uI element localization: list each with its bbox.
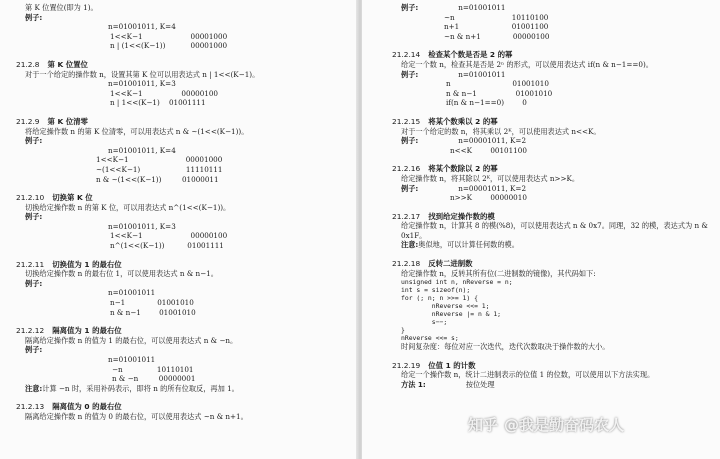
code-line: s−−; [401,318,448,327]
example-label [392,184,714,194]
section-heading [16,193,350,203]
example-label [392,3,714,13]
section-number: 21.2.9 [16,116,40,126]
example-label-text: 例子: [401,136,419,146]
example-row: if(n & n−1==0) 0 [446,98,527,108]
section-title: 隔离值为 0 的最右位 [52,402,122,412]
body-text: 对于一个给定的操作数 n，设置其第 K 位可以用表达式 n | 1<<(K−1)。 [25,69,260,79]
body-text: 给定操作数 n，反转其所有位(二进制数的镜像)，其代码如下: [401,268,596,278]
example-row: ~(1<<K−1) 11110111 [96,164,223,174]
example-row: n & n−1 01001010 [110,307,196,317]
section-heading [392,361,714,371]
section-title: 第 K 位置位 [47,59,88,69]
section-number: 21.2.14 [392,50,421,60]
code-line: for (; n; n >>= 1) { [401,294,478,303]
example-row: n=01001011, K=3 [108,79,176,89]
section-number: 21.2.13 [16,402,45,412]
example-row: −n 10110101 [112,364,194,374]
code-line: nReverse |= n & 1; [401,310,502,319]
section-title: 切换第 K 位 [52,193,93,203]
section-number: 21.2.19 [392,360,421,370]
example-row: n−1 01001010 [110,298,194,308]
section-heading [16,326,350,336]
watermark-text: @我是勤奋码农人 [504,415,625,434]
section-heading [16,402,350,412]
body-text: 给定一个操作数 n，统计二进制表示的位值 1 的位数，可以使用以下方法实现。 [401,370,655,380]
body-text: 时间复杂度：每位对应一次迭代，迭代次数取决于操作数的大小。 [401,342,610,352]
code-line: int s = sizeof(n); [401,286,471,295]
body-text: 切换给定操作数 n 的最右位 1，可以使用表达式 n & n−1。 [25,269,218,279]
section-title: 将某个数除以 2 的幂 [428,164,498,174]
body-text: 隔离给定操作数 n 的值为 0 的最右位，可以使用表达式 ~n & n+1。 [25,411,248,421]
section-heading [16,117,350,127]
section-title: 隔离值为 1 的最右位 [52,326,122,336]
example-expression: n=01001011 [458,69,506,79]
body-text: 将给定操作数 n 的第 K 位清零，可以用表达式 n & ~(1<<(K−1))。 [25,126,249,136]
example-row: n+1 01001100 [444,22,549,32]
section-heading [392,164,714,174]
example-label: 例子: [25,136,43,146]
code-line: unsigned int n, nReverse = n; [401,278,513,287]
example-label-text: 方法 1: [401,380,426,390]
body-text: 给定操作数 n，将其除以 2ᴷ，可以使用表达式 n>>K。 [401,173,580,183]
section-title: 将某个数乘以 2 的幂 [428,116,498,126]
example-expression: n=01001011 [458,3,506,12]
example-row: n 01001010 [446,79,549,89]
example-row: ~n 10110100 [444,12,549,22]
example-row: n^(1<<(K−1)) 01001111 [110,241,224,251]
section-title: 找到给定操作数的模 [428,211,495,221]
example-row: n=01001011, K=4 [108,145,176,155]
example-row: n=01001011 [108,355,156,364]
example-row: n & −n 00000001 [112,374,196,384]
example-row: n=01001011, K=3 [108,221,176,231]
code-line: nReverse <<= 1; [401,302,490,311]
section-heading [392,212,714,222]
example-row: n & n−1 01001010 [446,88,553,98]
note-label: 注意: [401,240,419,250]
body-text: 隔离给定操作数 n 的值为 1 的最右位，可以使用表达式 n & −n。 [25,335,238,345]
watermark [468,413,718,435]
example-expression: n=00001011, K=2 [458,183,527,193]
section-heading [392,50,714,60]
section-number: 21.2.17 [392,211,421,221]
example-expression: 按位处理 [465,380,495,390]
section-number: 21.2.15 [392,116,421,126]
section-heading [16,60,350,70]
example-expression: n=00001011, K=2 [458,136,527,146]
section-heading [392,259,714,269]
zhihu-logo: 知乎 [468,415,499,434]
note [16,384,350,394]
example-label: 例子: [25,12,43,22]
example-row: ~n & n+1 00000100 [444,31,550,41]
code-line: } [401,326,405,335]
section-title: 切换值为 1 的最右位 [52,259,122,269]
body-text: 对于一个给定的数 n，将其乘以 2ᴷ，可以使用表达式 n<<K。 [401,126,601,136]
example-row: 1<<K−1 00001000 [96,155,223,165]
section-title: 位值 1 的计数 [428,360,476,370]
example-label-text: 例子: [401,69,419,79]
example-row: n=01001011 [108,288,156,298]
section-title: 反转二进制数 [428,259,473,269]
note-text: 奥似地，可以计算任何数的模。 [418,240,519,250]
right-column [362,0,720,390]
example-row: 1<<K−1 00001000 [110,31,228,41]
example-row: n>>K 00000010 [450,193,527,203]
example-row: n=01001011, K=4 [108,22,176,32]
example-label-text: 例子: [401,3,419,12]
body-text: 给定一个数 n，检查其是否是 2ⁿ 的形式，可以使用表达式 if(n & n−1==0)。 [401,59,653,69]
left-column [0,0,358,422]
example-row: n | (1<<(K−1)) 00001000 [110,41,228,51]
section-heading [392,117,714,127]
left-page [0,0,358,459]
section-number: 21.2.10 [16,193,45,203]
section-title: 检查某个数是否是 2 的幂 [428,50,513,60]
section-number: 21.2.11 [16,259,45,269]
section-heading [16,260,350,270]
body-text: 第 K 位置位(即为 1)。 [25,3,98,12]
example-row: 1<<K−1 00000100 [110,231,228,241]
example-label [392,380,714,390]
example-label [392,136,714,146]
note [392,240,714,250]
section-number: 21.2.18 [392,259,421,269]
section-number: 21.2.12 [16,326,45,336]
example-row: 1<<K−1 00000100 [110,88,219,98]
body-text: 切换给定操作数 n 的第 K 位，可以用表达式 n^(1<<(K−1))。 [25,202,231,212]
example-label: 例子: [25,278,43,288]
note-text: 计算 −n 时，采用补码表示，即将 n 的所有位取反，再加 1。 [42,383,239,393]
example-label: 例子: [25,212,43,222]
section-number: 21.2.8 [16,59,40,69]
note-label: 注意: [25,383,43,393]
example-row: n & ~(1<<(K−1)) 01000011 [96,174,219,184]
right-page [362,0,720,459]
section-number: 21.2.16 [392,164,421,174]
code-line: nReverse <<= s; [401,334,459,343]
body-text: 给定操作数 n，计算其 8 的模(%8)，可以使用表达式 n & 0x7。同理，32 的模，表达式为 n & 0x1F。 [401,221,708,240]
example-label [392,70,714,80]
example-row: n | 1<<(K−1) 01001111 [110,98,206,108]
example-label-text: 例子: [401,183,419,193]
example-label: 例子: [25,345,43,355]
section-title: 第 K 位清零 [47,116,88,126]
example-row: n<<K 00101100 [450,145,527,155]
